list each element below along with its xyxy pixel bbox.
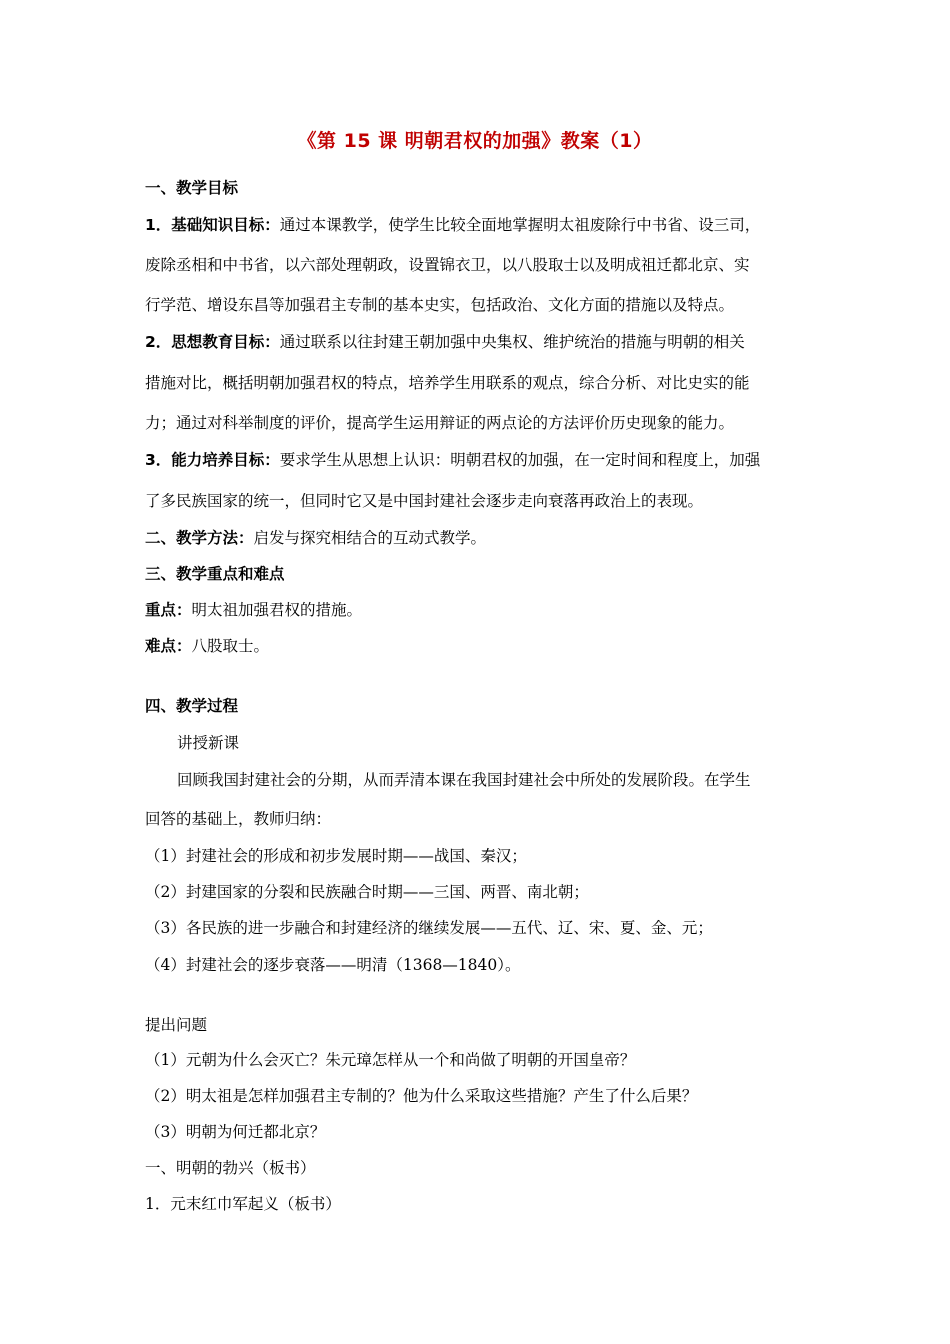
goal-basic-label: 1．基础知识目标： xyxy=(145,216,280,234)
goal-ideology-text-3: 力；通过对科举制度的评价，提高学生运用辩证的两点论的方法评价历史现象的能力。 xyxy=(145,414,735,432)
difficult-point xyxy=(145,636,825,656)
new-lesson-label: 讲授新课 xyxy=(177,734,240,752)
goal-ideology-label: 2．思想教育目标： xyxy=(145,333,280,351)
goal-ideology xyxy=(145,332,825,352)
goal-ability xyxy=(145,450,825,470)
period-item-3: （3）各民族的进一步融合和封建经济的继续发展——五代、辽、宋、夏、金、元； xyxy=(145,919,713,937)
section-heading-method: 二、教学方法： xyxy=(145,529,254,547)
board-heading-1: 一、明朝的勃兴（板书） xyxy=(145,1159,316,1177)
period-item-1: （1）封建社会的形成和初步发展时期——战国、秦汉； xyxy=(145,847,527,865)
goal-ability-label: 3．能力培养目标： xyxy=(145,451,280,469)
question-item-2: （2）明太祖是怎样加强君主专制的？他为什么采取这些措施？产生了什么后果？ xyxy=(145,1087,698,1105)
goal-basic-text-1: 通过本课教学，使学生比较全面地掌握明太祖废除行中书省、设三司， xyxy=(279,216,761,234)
question-item-1: （1）元朝为什么会灭亡？朱元璋怎样从一个和尚做了明朝的开国皇帝？ xyxy=(145,1051,636,1069)
section-heading-goals: 一、教学目标 xyxy=(145,179,239,197)
difficult-point-text: 八股取士。 xyxy=(191,637,270,655)
key-point xyxy=(145,600,825,620)
board-heading-2: 1．元末红巾军起义（板书） xyxy=(145,1195,341,1213)
period-item-4: （4）封建社会的逐步衰落——明清（1368—1840）。 xyxy=(145,956,521,974)
difficult-point-label: 难点： xyxy=(145,637,192,655)
goal-basic-knowledge xyxy=(145,215,825,235)
goal-basic-text-2: 废除丞相和中书省，以六部处理朝政，设置锦衣卫，以八股取士以及明成祖迁都北京、实 xyxy=(145,256,750,274)
key-point-label: 重点： xyxy=(145,601,192,619)
section-heading-process: 四、教学过程 xyxy=(145,697,239,715)
period-item-2: （2）封建国家的分裂和民族融合时期——三国、两晋、南北朝； xyxy=(145,883,589,901)
review-text-1: 回顾我国封建社会的分期，从而弄清本课在我国封建社会中所处的发展阶段。在学生 xyxy=(177,771,751,789)
question-item-3: （3）明朝为何迁都北京？ xyxy=(145,1123,326,1141)
goal-ideology-text-1: 通过联系以往封建王朝加强中央集权、维护统治的措施与明朝的相关 xyxy=(279,333,745,351)
section-method xyxy=(145,528,825,548)
document-title: 《第 15 课 明朝君权的加强》教案（1） xyxy=(297,130,653,152)
review-text-2: 回答的基础上，教师归纳： xyxy=(145,810,332,828)
goal-ideology-text-2: 措施对比，概括明朝加强君权的特点，培养学生用联系的观点，综合分析、对比史实的能 xyxy=(145,374,750,392)
goal-basic-text-3: 行学范、增设东昌等加强君主专制的基本史实，包括政治、文化方面的措施以及特点。 xyxy=(145,296,735,314)
goal-ability-text-2: 了多民族国家的统一，但同时它又是中国封建社会逐步走向衰落再政治上的表现。 xyxy=(145,492,704,510)
method-text: 启发与探究相结合的互动式教学。 xyxy=(253,529,487,547)
section-heading-keypoints: 三、教学重点和难点 xyxy=(145,565,285,583)
questions-heading: 提出问题 xyxy=(145,1016,208,1034)
key-point-text: 明太祖加强君权的措施。 xyxy=(191,601,363,619)
goal-ability-text-1: 要求学生从思想上认识：明朝君权的加强，在一定时间和程度上，加强 xyxy=(279,451,761,469)
